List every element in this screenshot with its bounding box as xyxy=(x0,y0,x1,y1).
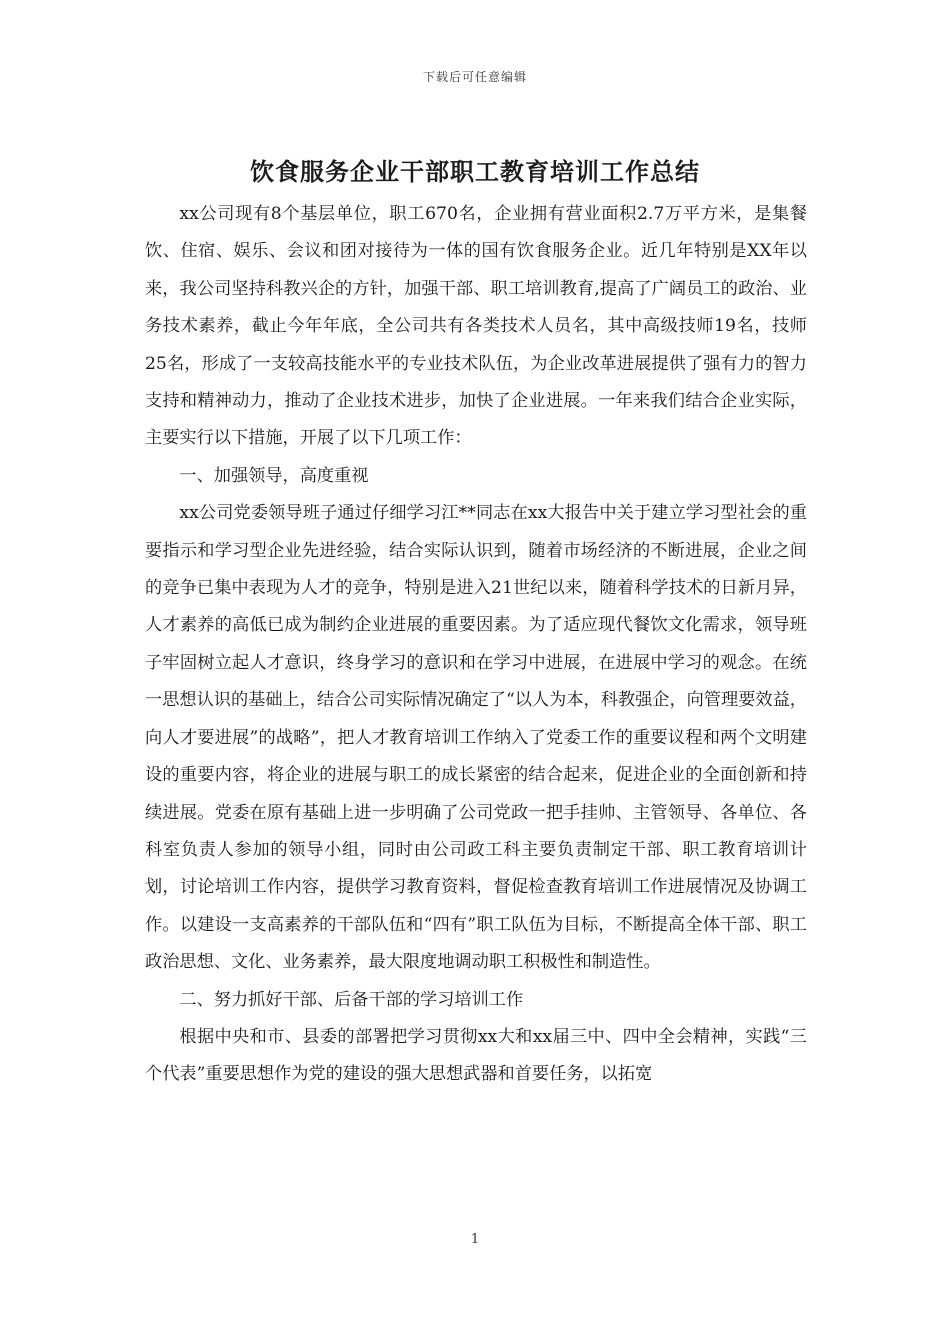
document-body xyxy=(145,196,807,1094)
paragraph-section-2: 根据中央和市、县委的部署把学习贯彻xx大和xx届三中、四中全会精神，实践“三个代表”重要思想作为党的建设的强大思想武器和首要任务，以拓宽 xyxy=(145,1026,807,1085)
paragraph-section-1: xx公司党委领导班子通过仔细学习江**同志在xx大报告中关于建立学习型社会的重要指示和学习型企业先进经验，结合实际认识到，随着市场经济的不断进展，企业之间的竞争已集中表现为人才的竞争，特别是进入21世纪以来，随着科学技术的日新月异，人才素养的高低已成为制约企业进展的重要因素。为了适应现代餐饮文化需求，领导班子牢固树立起人才意识，终身学习的意识和在学习中进展，在进展中学习的观念。在统一思想认识的基础上，结合公司实际情况确定了“以人为本，科教强企，向管理要效益，向人才要进展”的战略”，把人才教育培训工作纳入了党委工作的重要议程和两个文明建设的重要内容，将企业的进展与职工的成长紧密的结合起来，促进企业的全面创新和持续进展。党委在原有基础上进一步明确了公司党政一把手挂帅、主管领导、各单位、各科室负责人参加的领导小组，同时由公司政工科主要负责制定干部、职工教育培训计划，讨论培训工作内容，提供学习教育资料，督促检查教育培训工作进展情况及协调工作。以建设一支高素养的干部队伍和“四有”职工队伍为目标，不断提高全体干部、职工政治思想、文化、业务素养，最大限度地调动职工积极性和制造性。 xyxy=(145,503,807,973)
section-heading-1: 一、加强领导，高度重视 xyxy=(179,465,369,486)
paragraph-intro: xx公司现有8个基层单位，职工670名，企业拥有营业面积2.7万平方米，是集餐饮、住宿、娱乐、会议和团对接待为一体的国有饮食服务企业。近几年特别是XX年以来，我公司坚持科教兴企的方针，加强干部、职工培训教育,提高了广阔员工的政治、业务技术素养，截止今年年底，全公司共有各类技术人员名，其中高级技师19名，技师25名，形成了一支较高技能水平的专业技术队伍，为企业改革进展提供了强有力的智力支持和精神动力，推动了企业技术进步，加快了企业进展。一年来我们结合企业实际，主要实行以下措施，开展了以下几项工作： xyxy=(145,204,807,449)
header-note: 下载后可任意编辑 xyxy=(422,70,527,84)
page-number: 1 xyxy=(470,1232,480,1247)
document-title: 饮食服务企业干部职工教育培训工作总结 xyxy=(250,158,700,186)
section-heading-2: 二、努力抓好干部、后备干部的学习培训工作 xyxy=(179,989,524,1010)
